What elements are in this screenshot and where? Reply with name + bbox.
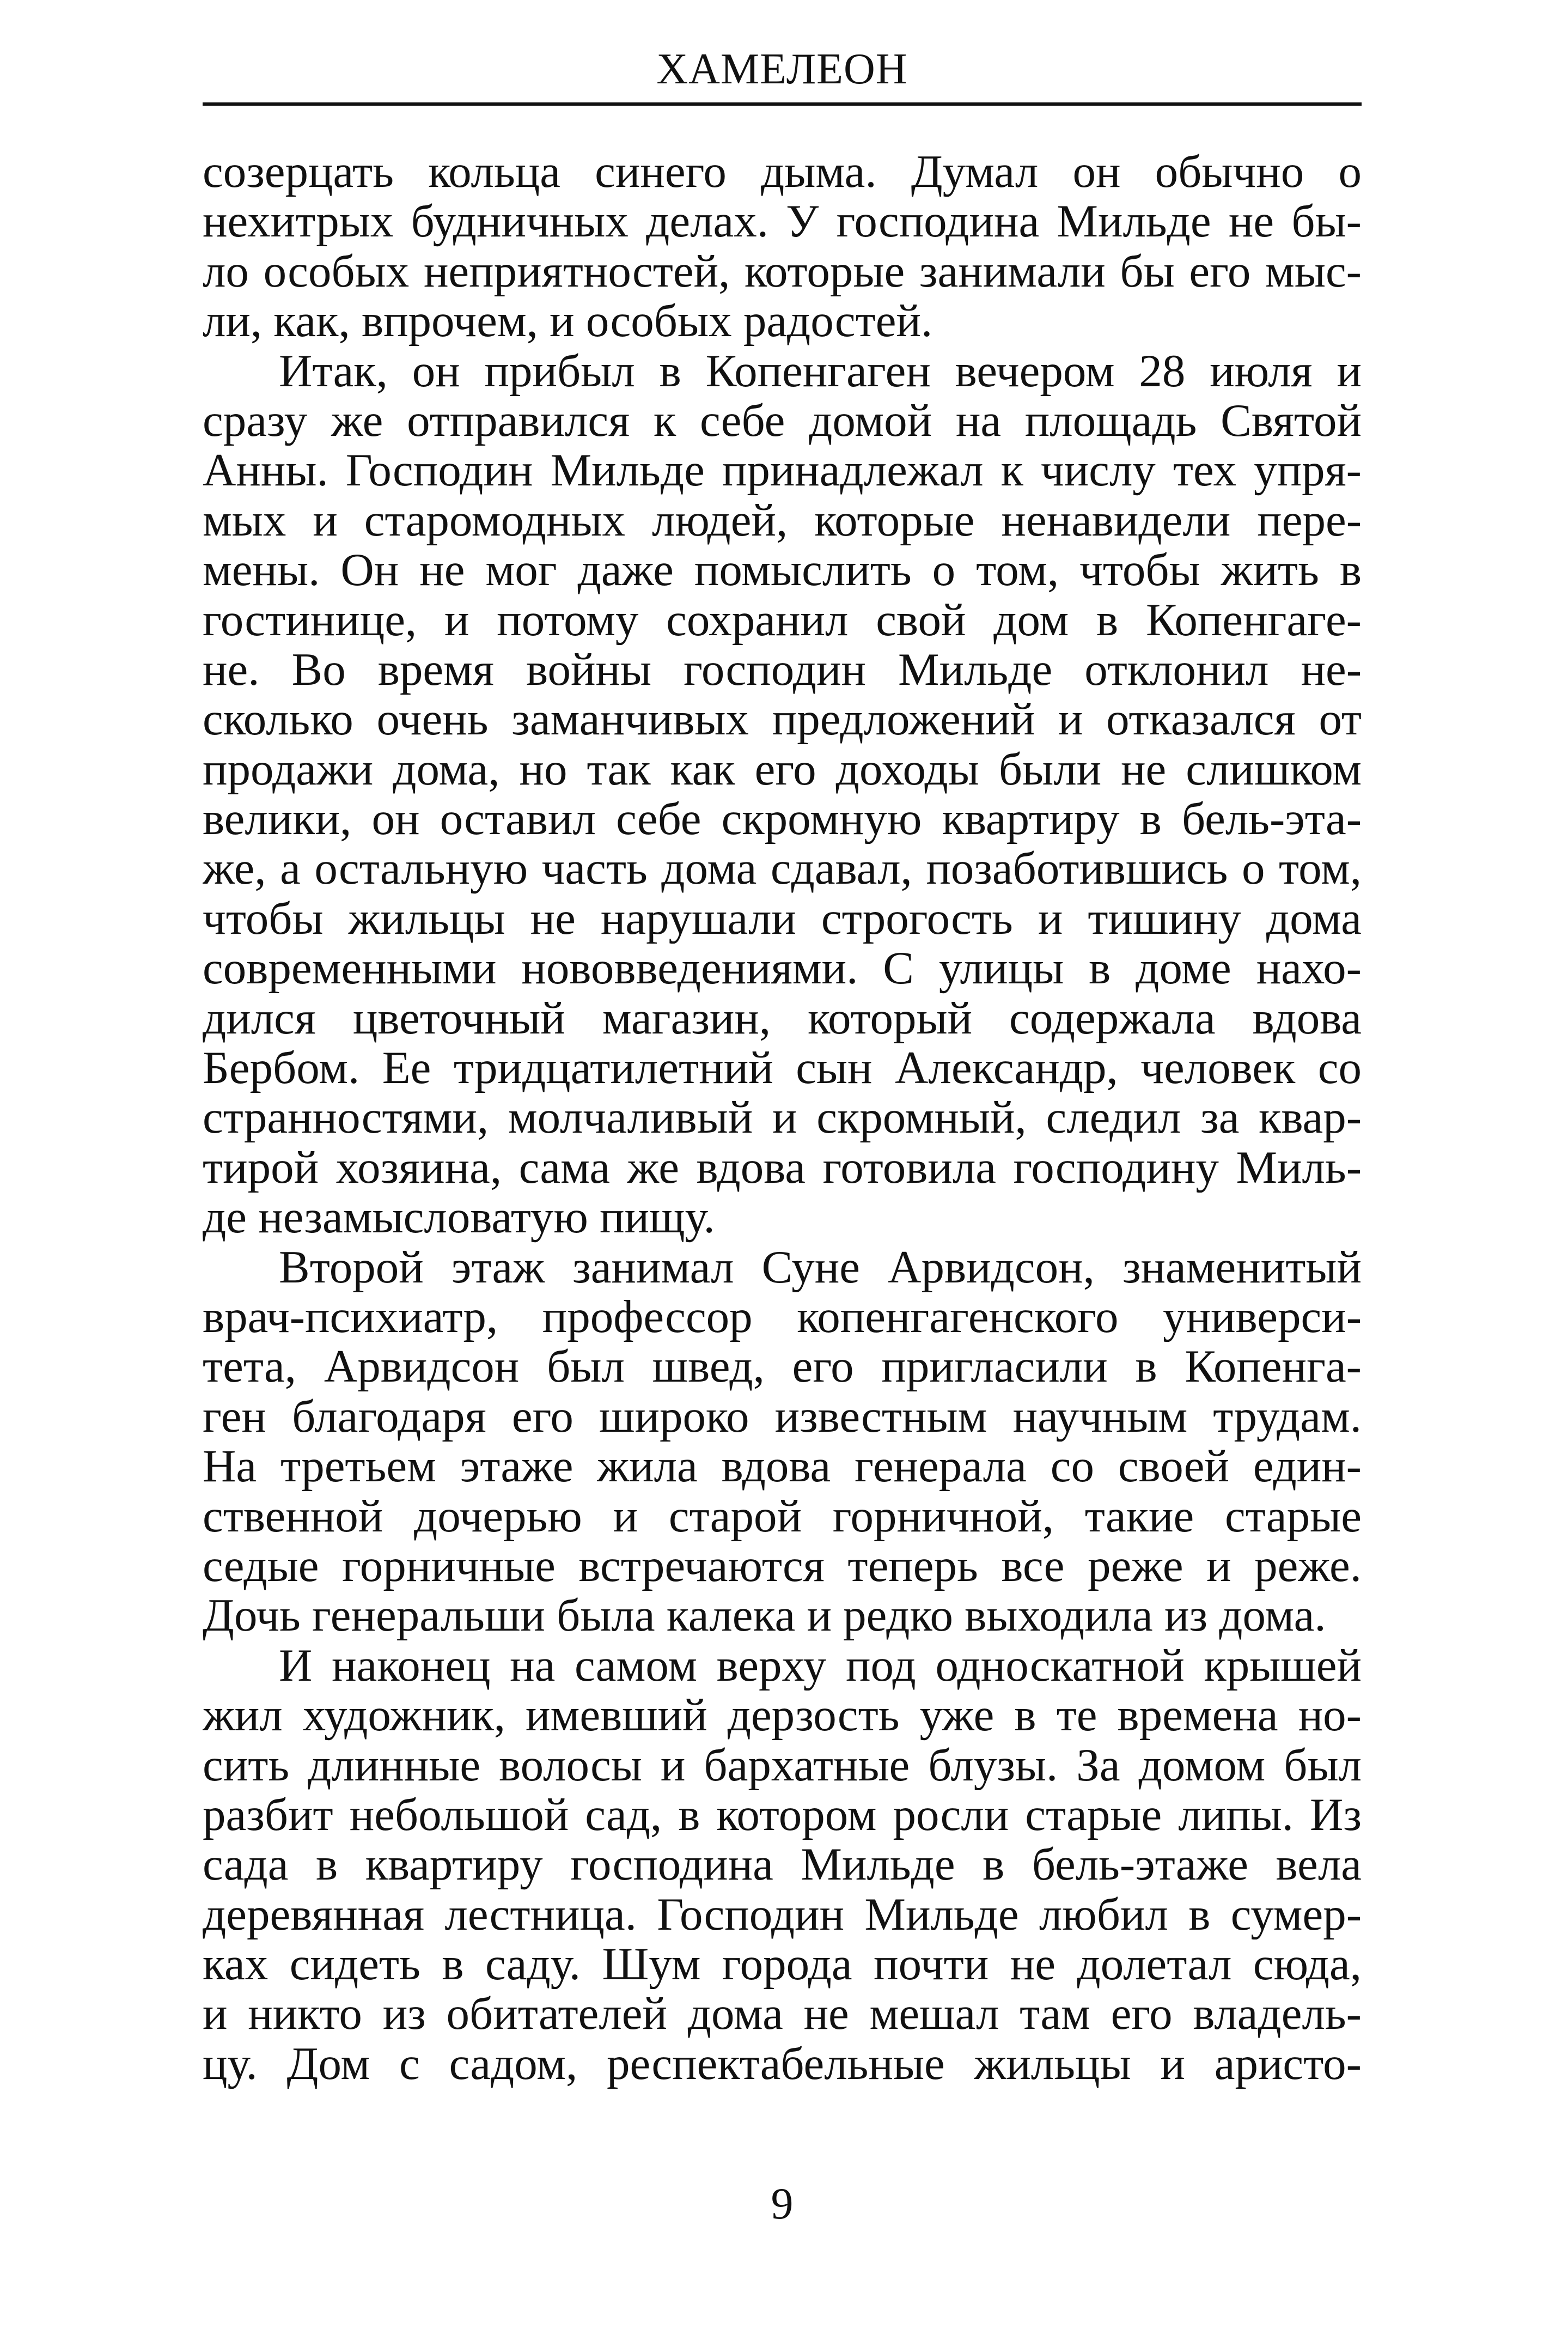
body-text (203, 147, 1362, 2089)
text-line: нехитрых будничных делах. У господина Мильде не бы- (203, 197, 1362, 247)
text-line: же, а остальную часть дома сдавал, позаботившись о том, (203, 844, 1362, 894)
text-line: И наконец на самом верху под односкатной крышей (279, 1640, 1362, 1691)
text-line: дился цветочный магазин, который содержала вдова (203, 993, 1362, 1044)
page-number: 9 (771, 2179, 794, 2228)
text-line: чтобы жильцы не нарушали строгость и тишину дома (203, 893, 1362, 944)
text-line: Дочь генеральши была калека и редко выходила из дома. (203, 1591, 1326, 1641)
text-line: гостинице, и потому сохранил свой дом в Копенгаге- (203, 595, 1362, 645)
text-line: странностями, молчаливый и скромный, следил за квар- (203, 1093, 1362, 1143)
header-rule (203, 102, 1362, 106)
text-line: созерцать кольца синего дыма. Думал он обычно о (203, 147, 1362, 197)
text-line: сколько очень заманчивых предложений и отказался от (203, 695, 1362, 745)
text-line: ках сидеть в саду. Шум города почти не долетал сюда, (203, 1939, 1362, 1990)
text-line: продажи дома, но так как его доходы были не слишком (203, 744, 1362, 795)
text-line: велики, он оставил себе скромную квартиру в бель-эта- (203, 794, 1362, 844)
text-line: Анны. Господин Мильде принадлежал к числу тех упря- (203, 446, 1362, 496)
text-line: мены. Он не мог даже помыслить о том, чтобы жить в (203, 545, 1362, 595)
text-line: Бербом. Ее тридцатилетний сын Александр, человек со (203, 1043, 1362, 1093)
text-line: деревянная лестница. Господин Мильде любил в сумер- (203, 1889, 1362, 1940)
running-header-title: ХАМЕЛЕОН (656, 45, 908, 93)
text-line: и никто из обитателей дома не мешал там его владель- (203, 1989, 1362, 2039)
text-line: седые горничные встречаются теперь все реже и реже. (203, 1541, 1362, 1591)
text-line: тирой хозяина, сама же вдова готовила господину Миль- (203, 1142, 1362, 1193)
text-line: ген благодаря его широко известным научным трудам. (203, 1391, 1362, 1442)
text-line: не. Во время войны господин Мильде отклонил не- (203, 644, 1362, 695)
text-line: ственной дочерью и старой горничной, такие старые (203, 1491, 1362, 1541)
text-line: Второй этаж занимал Суне Арвидсон, знаменитый (279, 1242, 1362, 1292)
text-line: сразу же отправился к себе домой на площадь Святой (203, 396, 1362, 446)
text-line: жил художник, имевший дерзость уже в те времена но- (203, 1691, 1362, 1741)
text-line: На третьем этаже жила вдова генерала со своей един- (203, 1442, 1362, 1492)
text-line: де незамысловатую пищу. (203, 1193, 715, 1243)
text-line: сада в квартиру господина Мильде в бель-этаже вела (203, 1840, 1362, 1890)
text-line: разбит небольшой сад, в котором росли старые липы. Из (203, 1790, 1362, 1840)
text-line: тета, Арвидсон был швед, его пригласили в Копенга- (203, 1342, 1362, 1392)
text-line: современными нововведениями. С улицы в доме нахо- (203, 944, 1362, 994)
text-line: ло особых неприятностей, которые занимали бы его мыс- (203, 246, 1362, 297)
text-line: сить длинные волосы и бархатные блузы. За домом был (203, 1740, 1362, 1790)
text-line: цу. Дом с садом, респектабельные жильцы и аристо- (203, 2039, 1362, 2089)
text-line: Итак, он прибыл в Копенгаген вечером 28 июля и (279, 346, 1362, 396)
text-line: ли, как, впрочем, и особых радостей. (203, 296, 933, 346)
text-line: врач-психиатр, профессор копенгагенского универси- (203, 1292, 1362, 1342)
text-line: мых и старомодных людей, которые ненавидели пере- (203, 495, 1362, 546)
